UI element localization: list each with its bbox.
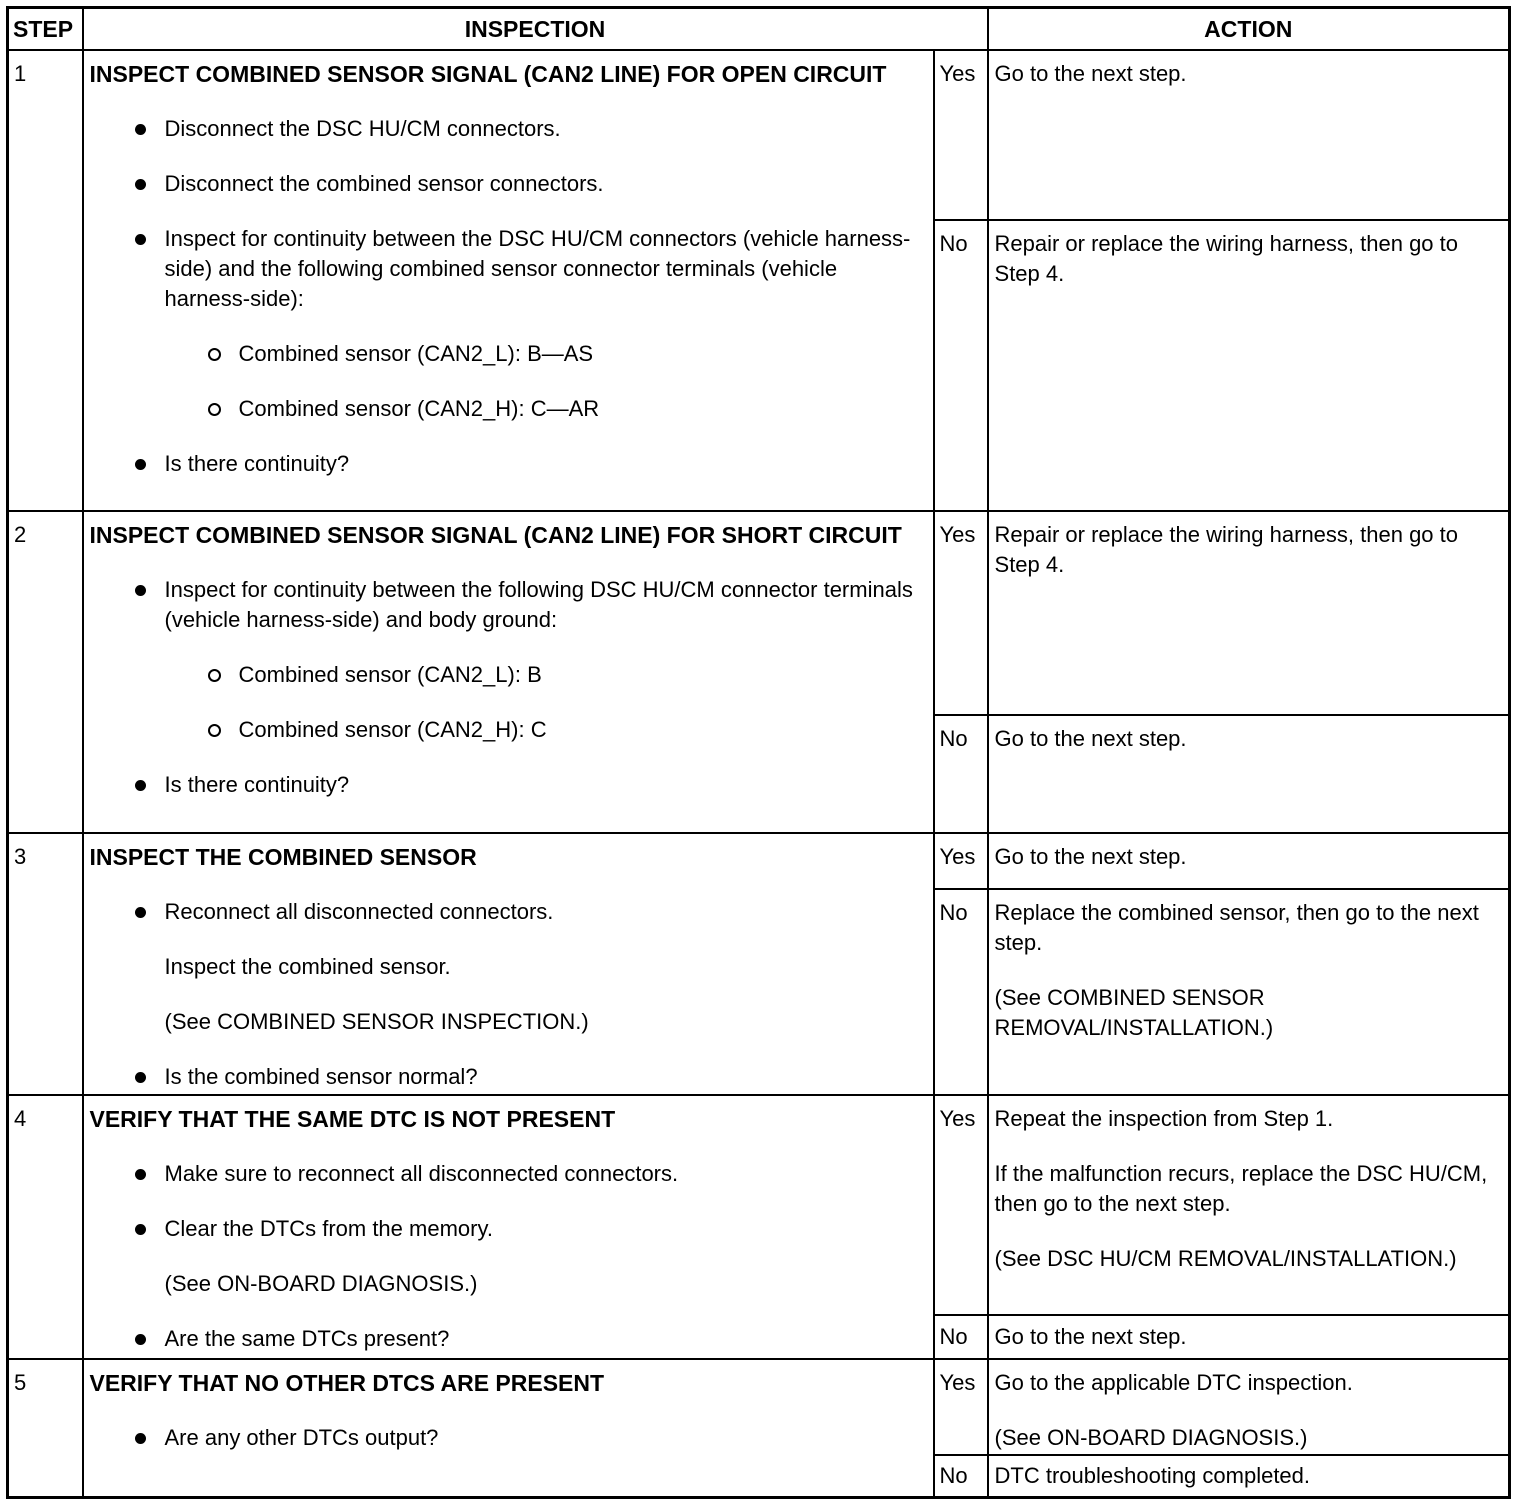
action-text: DTC troubleshooting completed. [994,1463,1311,1488]
action-text: (See COMBINED SENSOR REMOVAL/INSTALLATION.) [994,985,1274,1040]
sub-bullet-item: Combined sensor (CAN2_H): C [90,715,927,745]
bullet-item: Inspect for continuity between the following DSC HU/CM connector terminals (vehicle harness-side) and body ground: [90,575,927,635]
action-text: Repair or replace the wiring harness, then go to Step 4. [994,231,1458,286]
bullet-item: Are any other DTCs output? [90,1423,927,1453]
inspection-cell [83,50,934,511]
inspection-cell [83,833,934,1095]
no-label: No [934,1455,988,1497]
header-row [8,8,1510,51]
step-number: 4 [8,1095,83,1359]
action-text: (See ON-BOARD DIAGNOSIS.) [994,1425,1308,1450]
action-header: ACTION [988,8,1510,51]
inspection-header: INSPECTION [83,8,988,51]
note-text: (See COMBINED SENSOR INSPECTION.) [164,1009,589,1034]
inspection-cell [83,1359,934,1497]
yes-label: Yes [934,833,988,889]
action-text: Go to the next step. [994,844,1187,869]
inspection-cell [83,511,934,833]
bullet-item: Disconnect the combined sensor connectors. [90,169,927,199]
bullet-item: Are the same DTCs present? [90,1324,927,1354]
inspection-cell [83,1095,934,1359]
yes-action [988,1359,1510,1455]
action-text: Repeat the inspection from Step 1. [994,1106,1334,1131]
action-text: (See DSC HU/CM REMOVAL/INSTALLATION.) [994,1246,1457,1271]
troubleshooting-table [6,6,1511,1499]
no-action [988,889,1510,1095]
table-row [8,1359,1510,1455]
yes-action [988,50,1510,220]
note-text: Inspect the combined sensor. [164,954,451,979]
bullet-item: Make sure to reconnect all disconnected connectors. [90,1159,927,1189]
action-text: Replace the combined sensor, then go to the next step. [994,900,1479,955]
yes-action [988,1095,1510,1315]
note-text: (See ON-BOARD DIAGNOSIS.) [164,1271,478,1296]
yes-action [988,511,1510,715]
table-row [8,511,1510,715]
table-row [8,50,1510,220]
step-number: 1 [8,50,83,511]
bullet-item: Is there continuity? [90,770,927,800]
no-action [988,715,1510,833]
yes-label: Yes [934,1359,988,1455]
action-text: Go to the next step. [994,726,1187,751]
action-text: Go to the next step. [994,61,1187,86]
no-label: No [934,715,988,833]
bullet-item: Reconnect all disconnected connectors. [90,897,927,927]
no-label: No [934,889,988,1095]
no-action [988,1315,1510,1359]
action-text: Repair or replace the wiring harness, then go to Step 4. [994,522,1458,577]
action-text: If the malfunction recurs, replace the DSC HU/CM, then go to the next step. [994,1161,1488,1216]
yes-action [988,833,1510,889]
sub-bullet-item: Combined sensor (CAN2_H): C—AR [90,394,927,424]
yes-label: Yes [934,511,988,715]
action-text: Go to the applicable DTC inspection. [994,1370,1353,1395]
step-number: 5 [8,1359,83,1497]
no-action [988,1455,1510,1497]
step-title: INSPECT COMBINED SENSOR SIGNAL (CAN2 LINE) FOR SHORT CIRCUIT [89,522,902,548]
no-action [988,220,1510,511]
table-row [8,1095,1510,1315]
no-label: No [934,220,988,511]
table-row [8,833,1510,889]
step-title: INSPECT COMBINED SENSOR SIGNAL (CAN2 LINE) FOR OPEN CIRCUIT [89,61,887,87]
step-header: STEP [8,8,83,51]
bullet-item: Disconnect the DSC HU/CM connectors. [90,114,927,144]
bullet-item: Is there continuity? [90,449,927,479]
sub-bullet-item: Combined sensor (CAN2_L): B—AS [90,339,927,369]
step-title: VERIFY THAT THE SAME DTC IS NOT PRESENT [89,1106,616,1132]
step-number: 3 [8,833,83,1095]
sub-bullet-item: Combined sensor (CAN2_L): B [90,660,927,690]
yes-label: Yes [934,1095,988,1315]
step-number: 2 [8,511,83,833]
no-label: No [934,1315,988,1359]
step-title: INSPECT THE COMBINED SENSOR [89,844,477,870]
yes-label: Yes [934,50,988,220]
bullet-item: Clear the DTCs from the memory. [90,1214,927,1244]
bullet-item: Inspect for continuity between the DSC HU/CM connectors (vehicle harness-side) and the following combined sensor connector terminals (vehicle harness-side): [90,224,927,314]
step-title: VERIFY THAT NO OTHER DTCS ARE PRESENT [89,1370,605,1396]
bullet-item: Is the combined sensor normal? [90,1062,927,1092]
action-text: Go to the next step. [994,1324,1187,1349]
